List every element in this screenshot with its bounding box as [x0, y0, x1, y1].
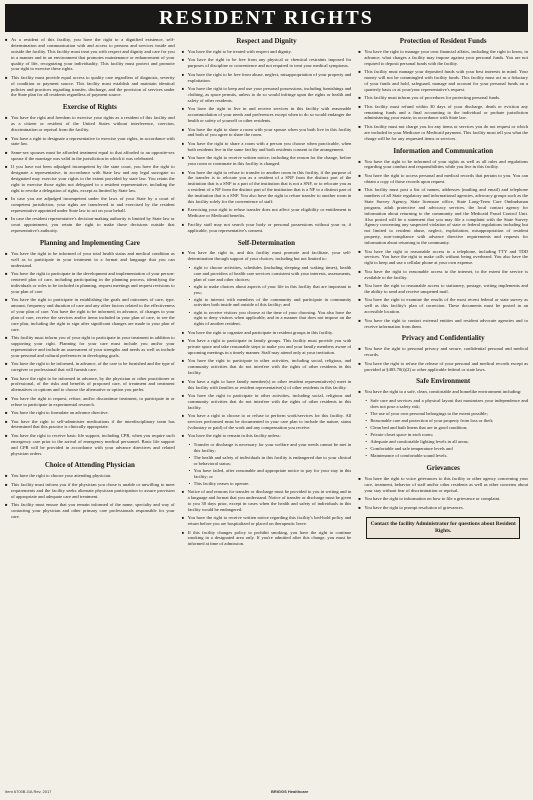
right-item: ■ You have a right to designate a representative to exercise your rights, in accordance with state law. [5, 136, 175, 148]
contact-administrator-box: Contact the facility Administrator for questions about Resident Rights. [366, 517, 520, 539]
right-item: ■ You have the right to voice grievances to this facility or other agency concerning your care, treatment, behavior of staff and/or other residents as well as other concerns about your stay without fear of discrimination or reprisal. [358, 476, 528, 494]
right-item: ■ You have the right to, and this facility must promote and facilitate, your self-determination through support of your choices, including but not limited to: [182, 250, 352, 262]
right-item: ■ You have the right to reasonable access to the internet, to the extent the service is available to the facility. [358, 269, 528, 281]
right-item: ■ You have the right to receive written notice, including the reason for the change, before your room or roommate in this facility is changed. [182, 155, 352, 167]
right-item: ■ You have a right to participate in family groups. This facility must provide you with private space and take reasonable steps to make you and your family members aware of upcoming meetings in a timely manner. Staff may attend only at your invitation. [182, 338, 352, 356]
right-item: ■ You have the right to be informed of your rights as well as all rules and regulations regarding your conduct and responsibilities while you live in this facility. [358, 159, 528, 171]
right-item: ■ You have the right to refuse the release of your personal and medical records except as provided at §483.70(i)(2) or other applicable federal or state laws. [358, 361, 528, 373]
section-title-resident-funds: Protection of Resident Funds [399, 37, 487, 45]
self-determination-item: • right to receive visitors you choose at the time of your choosing. You also have the right to deny visitors when applicable, and in a manner that does not impose on the rights of another resident. [194, 310, 352, 328]
safe-environment-item: • Reasonable care and protection of your property from loss or theft; [370, 418, 528, 424]
section-title-grievances: Grievances [426, 464, 460, 473]
discharge-reason-list [182, 442, 352, 487]
right-item: ■ In case you are adjudged incompetent under the laws of your State by a court of competent jurisdiction, your rights are transferred to and exercised by the resident representative appointed under State law to act on your behalf. [5, 196, 175, 214]
discharge-reason-item: • The health and safety of individuals in this facility is endangered due to your clinical or behavioral status; [194, 455, 352, 467]
right-item: ■ You have the right to receive written notice regarding this facility's bed-hold policy and return before you are hospitalized or placed on therapeutic leave. [182, 515, 352, 527]
right-item: ■ You have the right to organize and participate in resident groups in this facility. [182, 330, 352, 336]
safe-environment-item: • Safe care and services and a physical layout that maximizes your independence and does not pose a safety risk; [370, 398, 528, 410]
right-item: ■ You have the right to self-administer medications if the interdisciplinary team has determined that this practice is clinically appropriate. [5, 419, 175, 431]
intro-paragraph: ■ As a resident of this facility, you have the right to a dignified existence, self-determination and communication with and access to persons and services inside and outside the facility. This facility must treat you with respect and dignity and care for you in a manner and in an environment that promotes maintenance or enhancement of your quality of life, recognizing your individuality. This facility must protect and promote your right to exercise these rights. [5, 37, 175, 72]
right-item: ■ You have the right and freedom to exercise your rights as a resident of this facility and as a citizen or resident of the United States without interference, coercion, discrimination or reprisal from the facility. [5, 115, 175, 133]
safe-environment-item: • Private closet space in each room; [370, 432, 528, 438]
right-item: ■ This facility must ensure that you remain informed of the name, specialty and way of contacting your physician and other primary care professionals responsible for your care. [5, 502, 175, 520]
right-item: ■ You have the right to information on how to file a grievance or complaint. [358, 496, 528, 502]
title-text: RESIDENT RIGHTS [159, 6, 374, 29]
right-item: ■ If this facility changes policy to prohibit smoking, you have the right to continue smoking in a designated area only. If you're admitted after this change, you must be informed at time of admission. [182, 530, 352, 548]
section-title-privacy: Privacy and Confidentiality [401, 334, 485, 343]
self-determination-item: • right to choose activities, schedules (including sleeping and waking times), health care and providers of health care services consistent with your interests, assessments, plan of care and other choices; [194, 265, 352, 283]
right-item: ■ This facility must inform you of your right to participate in your treatment in addition to supporting your right. Planning for your care must include you and/or your representative and include an assessment of your strengths and needs as well as include your personal and cultural preferences in developing goals. [5, 335, 175, 359]
right-item: ■ You have the right to live in and receive services in this facility with reasonable accommodation of your needs and preferences except when to do so would endanger the health or safety of yourself or other residents. [182, 106, 352, 124]
right-item: ■ You have the right to share a room with a person you choose when practicable, when both residents live in the same facility and both residents consent to the arrangement. [182, 141, 352, 153]
right-item: ■ You have the right to manage your own financial affairs, including the right to know, in advance, what charges a facility may impose against your personal funds. You are not required to deposit personal funds with the facility. [358, 49, 528, 67]
right-item: ■ This facility must post a list of names, addresses (mailing and email) and telephone numbers of all State regulatory and informational agencies, advocacy groups such as the State Survey Agency, State licensure office, State Long-Term Care Ombudsman program, adult protective and advocacy services, the local contact agency for information about returning to the community and the Medicaid Fraud Control Unit. Also posted will be a statement that you may file a complaint with the State Survey Agency concerning any suspected violation of state or federal regulations including but not limited to resident abuse, neglect, exploitation, misappropriation of resident property, non-compliance with advance directive requirements and requests for information about returning to the community. [358, 187, 528, 246]
discharge-reason-item: • You have failed, after reasonable and appropriate notice to pay for your stay in this facility; or [194, 468, 352, 480]
column-2 [182, 37, 352, 773]
right-item: ■ In case the resident representative's decision-making authority is limited by State law or court appointment, you retain the right to make those decisions outside that representative's authority. [5, 216, 175, 234]
right-item: ■ This facility must refund within 30 days of your discharge, death or eviction any remaining funds and a final accounting to the individual or probate jurisdiction administering your estate, in accordance with State law. [358, 104, 528, 122]
column-3 [358, 37, 528, 773]
right-item: ■ You have the right to prompt resolution of grievances. [358, 505, 528, 511]
self-determination-item: • right to interact with members of the community and participate in community activities both inside and outside of this facility; and [194, 297, 352, 309]
safe-environment-list [358, 398, 528, 459]
right-item: ■ You have the right to be free from any physical or chemical restraints imposed for purposes of discipline or convenience and not required to treat your medical symptoms. [182, 57, 352, 69]
right-item: ■ You have the right to choose your attending physician. [5, 473, 175, 479]
right-item: ■ You have the right to contact external entities and resident advocate agencies and to receive information from them. [358, 318, 528, 330]
right-item: ■ You have a right to choose to or refuse to perform work/services for this facility. All services performed must be documented in your care plan to include the nature, status (voluntary or paid) of the work and any compensation you receive. [182, 413, 352, 431]
self-determination-item: • right to make choices about aspects of your life in this facility that are important to you; [194, 284, 352, 296]
right-item: ■ You have the right to participate in other activities, including social, religious and community activities that do not interfere with the rights of other residents in this facility. [182, 393, 352, 411]
section-title-respect-dignity: Respect and Dignity [236, 37, 297, 45]
right-item: ■ You have the right to receive basic life support, including CPR, when you require such emergency care prior to the arrival of emergency medical personnel. Basic life support and CPR will be provided in accordance with your advance directives and related physician orders. [5, 433, 175, 457]
section-title-self-determination: Self-Determination [237, 238, 296, 247]
intro-paragraph: ■ This facility must provide equal access to quality care regardless of diagnosis, severity of condition or payment source. This facility must establish and maintain identical policies and practices regarding transfer, discharge, and the provision of services under the State plan for all residents regardless of payment source. [5, 75, 175, 99]
discharge-reason-item: • This facility ceases to operate. [194, 481, 352, 487]
safe-environment-item: • Comfortable and safe temperature levels and [370, 446, 528, 452]
right-item: ■ You have the right to request, refuse, and/or discontinue treatment, to participate in or refuse to participate in experimental research. [5, 396, 175, 408]
right-item: ■ You have the right to participate in the development and implementation of your person-centered plan of care, including participating in the planning process, identifying the individuals or roles to be included in planning, request meetings and request revisions to your plan of care. [5, 271, 175, 295]
right-item: ■ This facility must manage your deposited funds with your best interests in mind. Your money will not be commingled with facility funds. This facility must act as a fiduciary of your funds and hold, safeguard, manage and account for your personal funds on a quarterly basis or at your/your representative's request. [358, 69, 528, 93]
safe-environment-item: • Maintenance of comfortable sound levels. [370, 453, 528, 459]
right-item: ■ You have the right to refuse to transfer to another room in this facility, if the purpose of the transfer is to relocate you as a resident of a SNF from the distinct part of the institution that is a SNF to a part of the institution that is not a SNF, or to relocate you as a resident of a NF from the distinct part of the institution that is a NF to a distinct part of the institution that is a SNF. You also have the right to refuse transfer to another room in this facility solely for the convenience of staff. [182, 170, 352, 205]
column-1 [5, 37, 175, 773]
right-item: ■ This facility must inform you of procedures for protecting personal funds. [358, 95, 528, 101]
right-item: ■ You have the right to be free from abuse, neglect, misappropriation of your property and exploitation. [182, 72, 352, 84]
right-item: ■ You have the right to be informed of your total health status and medical condition as well as to participate in your treatment in a format and language that you can understand. [5, 251, 175, 269]
right-item: ■ You have the right to be treated with respect and dignity. [182, 49, 352, 55]
right-item: ■ You have a right to have family member(s) or other resident representative(s) meet in this facility with families or resident representative(s) of other residents in this facility. [182, 379, 352, 391]
right-item: ■ You have the right to remain in this facility unless: [182, 433, 352, 439]
right-item: ■ You have the right to examine the results of the most recent federal or state survey as well as this facility's plan of correction. These documents must be posted in an accessible location. [358, 297, 528, 315]
right-item: ■ You have the right to access personal and medical records that pertain to you. You can obtain a copy of those records upon request. [358, 173, 528, 185]
right-item: ■ You have the right to keep and use your personal possessions, including furnishings and clothing, as space permits, unless to do so would infringe upon the rights or health and safety of other residents. [182, 86, 352, 104]
section-title-information-communication: Information and Communication [393, 146, 493, 155]
section-title-attending-physician: Choice of Attending Physician [44, 461, 135, 470]
right-item: ■ Same-sex spouses must be afforded treatment equal to that afforded to an opposite-sex spouse if the marriage was valid in the jurisdiction in which it was celebrated. [5, 150, 175, 162]
poster-title [5, 4, 528, 32]
section-title-safe-environment: Safe Environment [416, 377, 471, 386]
safe-environment-item: • Adequate and comfortable lighting levels in all areas; [370, 439, 528, 445]
right-item: ■ This facility must inform you if the physician you chose is unable or unwilling to meet requirements and the facility seeks alternate physician participation to assure provision of appropriate and adequate care and treatment. [5, 482, 175, 500]
right-item: ■ You have the right to personal privacy and secure, confidential personal and medical records. [358, 346, 528, 358]
right-item: ■ You have the right to reasonable access to a telephone, including TTY and TDD services. You have the right to make calls without being overheard. You also have the right to keep and use a cellular phone at your own expense. [358, 249, 528, 267]
right-item: ■ You have the right to a safe, clean, comfortable and homelike environment including: [358, 389, 528, 395]
right-item: ■ Exercising your right to refuse transfer does not affect your eligibility or entitlement to Medicare or Medicaid benefits. [182, 207, 352, 219]
right-item: ■ You have the right to reasonable access to stationery, postage, writing implements and the ability to send and receive unopened mail. [358, 283, 528, 295]
discharge-reason-item: • Transfer or discharge is necessary for your welfare and your needs cannot be met in this facility; [194, 442, 352, 454]
section-title-exercise-of-rights: Exercise of Rights [62, 103, 117, 112]
right-item: ■ Facility staff may not search your body or personal possessions without your or, if applicable, your representative's consent. [182, 222, 352, 234]
right-item: ■ Notice of and reasons for transfer or discharge must be provided to you in writing and in a language and format that you understand. Notice of transfer or discharge must be given to you 30 days prior, except in cases when the health and safety of individuals in this facility would be endangered. [182, 489, 352, 513]
right-item: ■ You have the right to participate in other activities, including social, religious, and community activities that do not interfere with the rights of other residents in this facility. [182, 358, 352, 376]
right-item: ■ You have the right to be informed in advance, by the physician or other practitioner or professional, of the risks and benefits of proposed care, of treatment and treatment alternatives or options and to choose the alternative or option you prefer. [5, 376, 175, 394]
footer-brand: BRIGGS Healthcare [271, 789, 309, 794]
self-determination-list [182, 265, 352, 327]
footer-code: Item 6700B-GA Rev. 2017 [5, 789, 52, 794]
right-item: ■ This facility must not charge you for any items or services you do not request or which are included in your Medicare or Medicaid payment. This facility must tell you what the charge will be for any requested items or services. [358, 124, 528, 142]
right-item: ■ You have the right to formulate an advance directive. [5, 410, 175, 416]
right-item: ■ You have the right to be informed, in advance, of the care to be furnished and the type of caregiver or professional that will furnish care. [5, 361, 175, 373]
safe-environment-item: • The use of your own personal belongings to the extent possible; [370, 411, 528, 417]
safe-environment-item: • Clean bed and bath linens that are in good condition; [370, 425, 528, 431]
columns [5, 37, 528, 773]
right-item: ■ You have the right to participate in establishing the goals and outcomes of care, type, amount, frequency and duration of care and any other factors related to the effectiveness of your plan of care. You have the right to be informed, in advance, of changes to your plan of care, receive the services and/or items included in your plan of care, to see the care plan, including the right to sign after significant changes are made to your plan of care. [5, 297, 175, 332]
right-item: ■ If you have not been adjudged incompetent by the state court, you have the right to designate a representative, in accordance with State law and any legal surrogate so designated may exercise your rights to the extent provided by state law. You retain the right to exercise those rights not delegated to a resident representative, including the right to revoke a delegation of rights, except as limited by State law. [5, 164, 175, 193]
section-title-planning-care: Planning and Implementing Care [39, 239, 140, 248]
footer [5, 789, 528, 794]
right-item: ■ You have the right to share a room with your spouse when you both live in this facility and both of you agree to share the room. [182, 127, 352, 139]
